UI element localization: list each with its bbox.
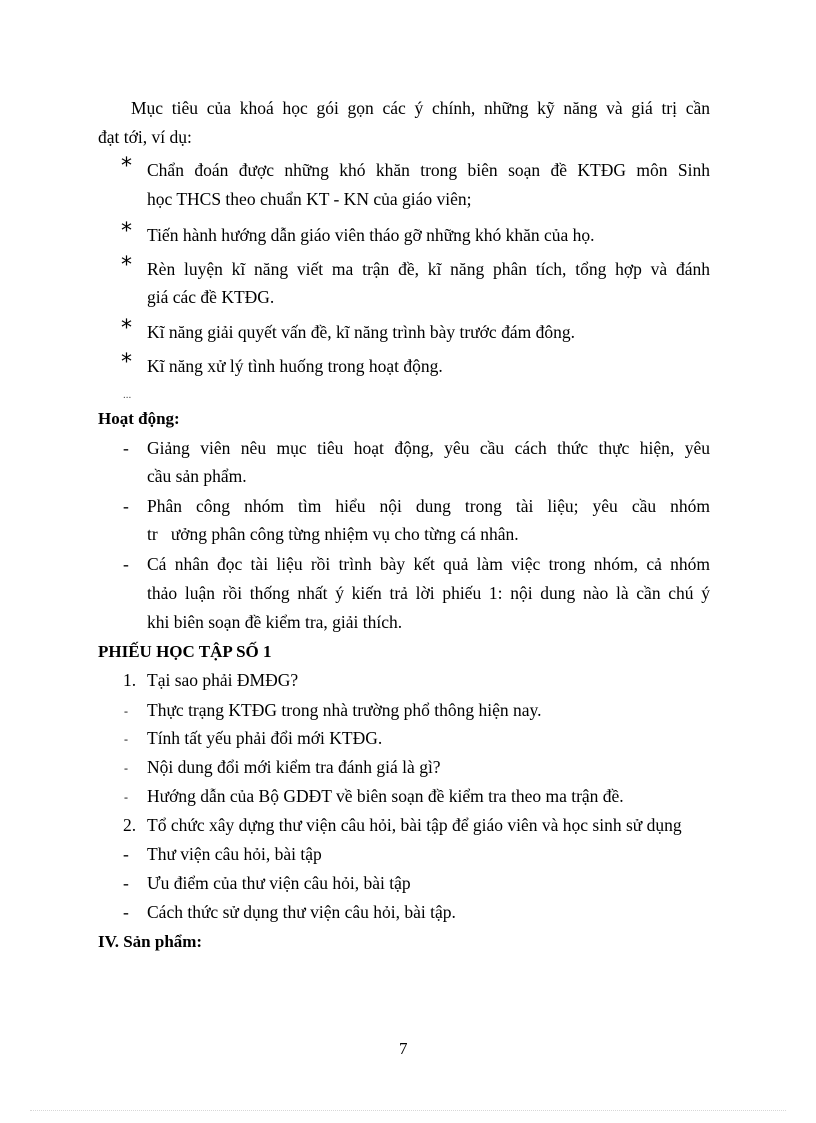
page-number: 7	[399, 1039, 408, 1058]
question-2-item-2: Ưu điểm của thư viện câu hỏi, bài tập	[147, 873, 411, 893]
intro-line-2: đạt tới, ví dụ:	[98, 127, 192, 147]
bullet-dash-icon: -	[123, 902, 129, 922]
question-1-item-4: Hướng dẫn của Bộ GDĐT về biên soạn đề kiểm tra theo ma trận đề.	[147, 786, 624, 806]
objective-2: Tiến hành hướng dẫn giáo viên tháo gỡ những khó khăn của họ.	[147, 225, 595, 245]
ellipsis-text: ...	[123, 389, 132, 401]
activity-item-1-line-2: cầu sản phẩm.	[147, 466, 247, 486]
question-1-item-1: Thực trạng KTĐG trong nhà trường phổ thông hiện nay.	[147, 700, 542, 720]
question-1-text: Tại sao phải ĐMĐG?	[147, 670, 299, 690]
bullet-dash-icon: -	[123, 873, 129, 893]
bullet-star-icon: *	[121, 350, 132, 375]
bullet-dash-icon: -	[123, 844, 129, 864]
bullet-dash-icon: -	[123, 438, 129, 458]
objective-4: Kĩ năng giải quyết vấn đề, kĩ năng trình bày trước đám đông.	[147, 322, 575, 342]
activity-item-3-line-3: khi biên soạn đề kiểm tra, giải thích.	[147, 612, 403, 632]
bullet-dash-icon: -	[124, 732, 128, 746]
bullet-star-icon: *	[121, 219, 132, 244]
activity-item-2-line-1: Phân công nhóm tìm hiểu nội dung trong tài liệu; yêu cầu nhóm	[147, 496, 710, 516]
objective-3-line-1: Rèn luyện kĩ năng viết ma trận đề, kĩ năng phân tích, tổng hợp và đánh	[147, 259, 710, 279]
bullet-dash-icon: -	[123, 554, 129, 574]
activity-item-2-line-2: tr ưởng phân công từng nhiệm vụ cho từng cá nhân.	[147, 524, 519, 544]
bullet-star-icon: *	[121, 253, 132, 278]
bullet-star-icon: *	[121, 316, 132, 341]
worksheet-heading: PHIẾU HỌC TẬP SỐ 1	[98, 642, 272, 661]
activity-item-3-line-2: thảo luận rồi thống nhất ý kiến trả lời phiếu 1: nội dung nào là cần chú ý	[147, 583, 710, 603]
activity-item-3-line-1: Cá nhân đọc tài liệu rồi trình bày kết quả làm việc trong nhóm, cả nhóm	[147, 554, 710, 574]
bullet-dash-icon: -	[124, 761, 128, 775]
question-2-text: Tổ chức xây dựng thư viện câu hỏi, bài tập để giáo viên và học sinh sử dụng	[147, 815, 682, 835]
activity-heading: Hoạt động:	[98, 409, 180, 428]
bullet-star-icon: *	[121, 154, 132, 179]
section-iv-heading: IV. Sản phẩm:	[98, 932, 203, 951]
question-2-number: 2.	[123, 815, 137, 835]
footer-divider	[30, 1110, 786, 1111]
bullet-dash-icon: -	[124, 790, 128, 804]
activity-item-1-line-1: Giảng viên nêu mục tiêu hoạt động, yêu cầu cách thức thực hiện, yêu	[147, 438, 710, 458]
question-2-item-3: Cách thức sử dụng thư viện câu hỏi, bài tập.	[147, 902, 456, 922]
question-1-item-2: Tính tất yếu phải đổi mới KTĐG.	[147, 728, 383, 748]
intro-line-1: Mục tiêu của khoá học gói gọn các ý chính, những kỹ năng và giá trị cần	[131, 98, 710, 118]
objective-1-line-1: Chẩn đoán được những khó khăn trong biên soạn đề KTĐG môn Sinh	[147, 160, 710, 180]
question-2-item-1: Thư viện câu hỏi, bài tập	[147, 844, 322, 864]
objective-5: Kĩ năng xử lý tình huống trong hoạt động.	[147, 356, 443, 376]
objective-3-line-2: giá các đề KTĐG.	[147, 287, 275, 307]
question-1-item-3: Nội dung đổi mới kiểm tra đánh giá là gì?	[147, 757, 441, 777]
bullet-dash-icon: -	[123, 496, 129, 516]
objective-1-line-2: học THCS theo chuẩn KT - KN của giáo viên;	[147, 189, 472, 209]
bullet-dash-icon: -	[124, 704, 128, 718]
question-1-number: 1.	[123, 670, 137, 690]
